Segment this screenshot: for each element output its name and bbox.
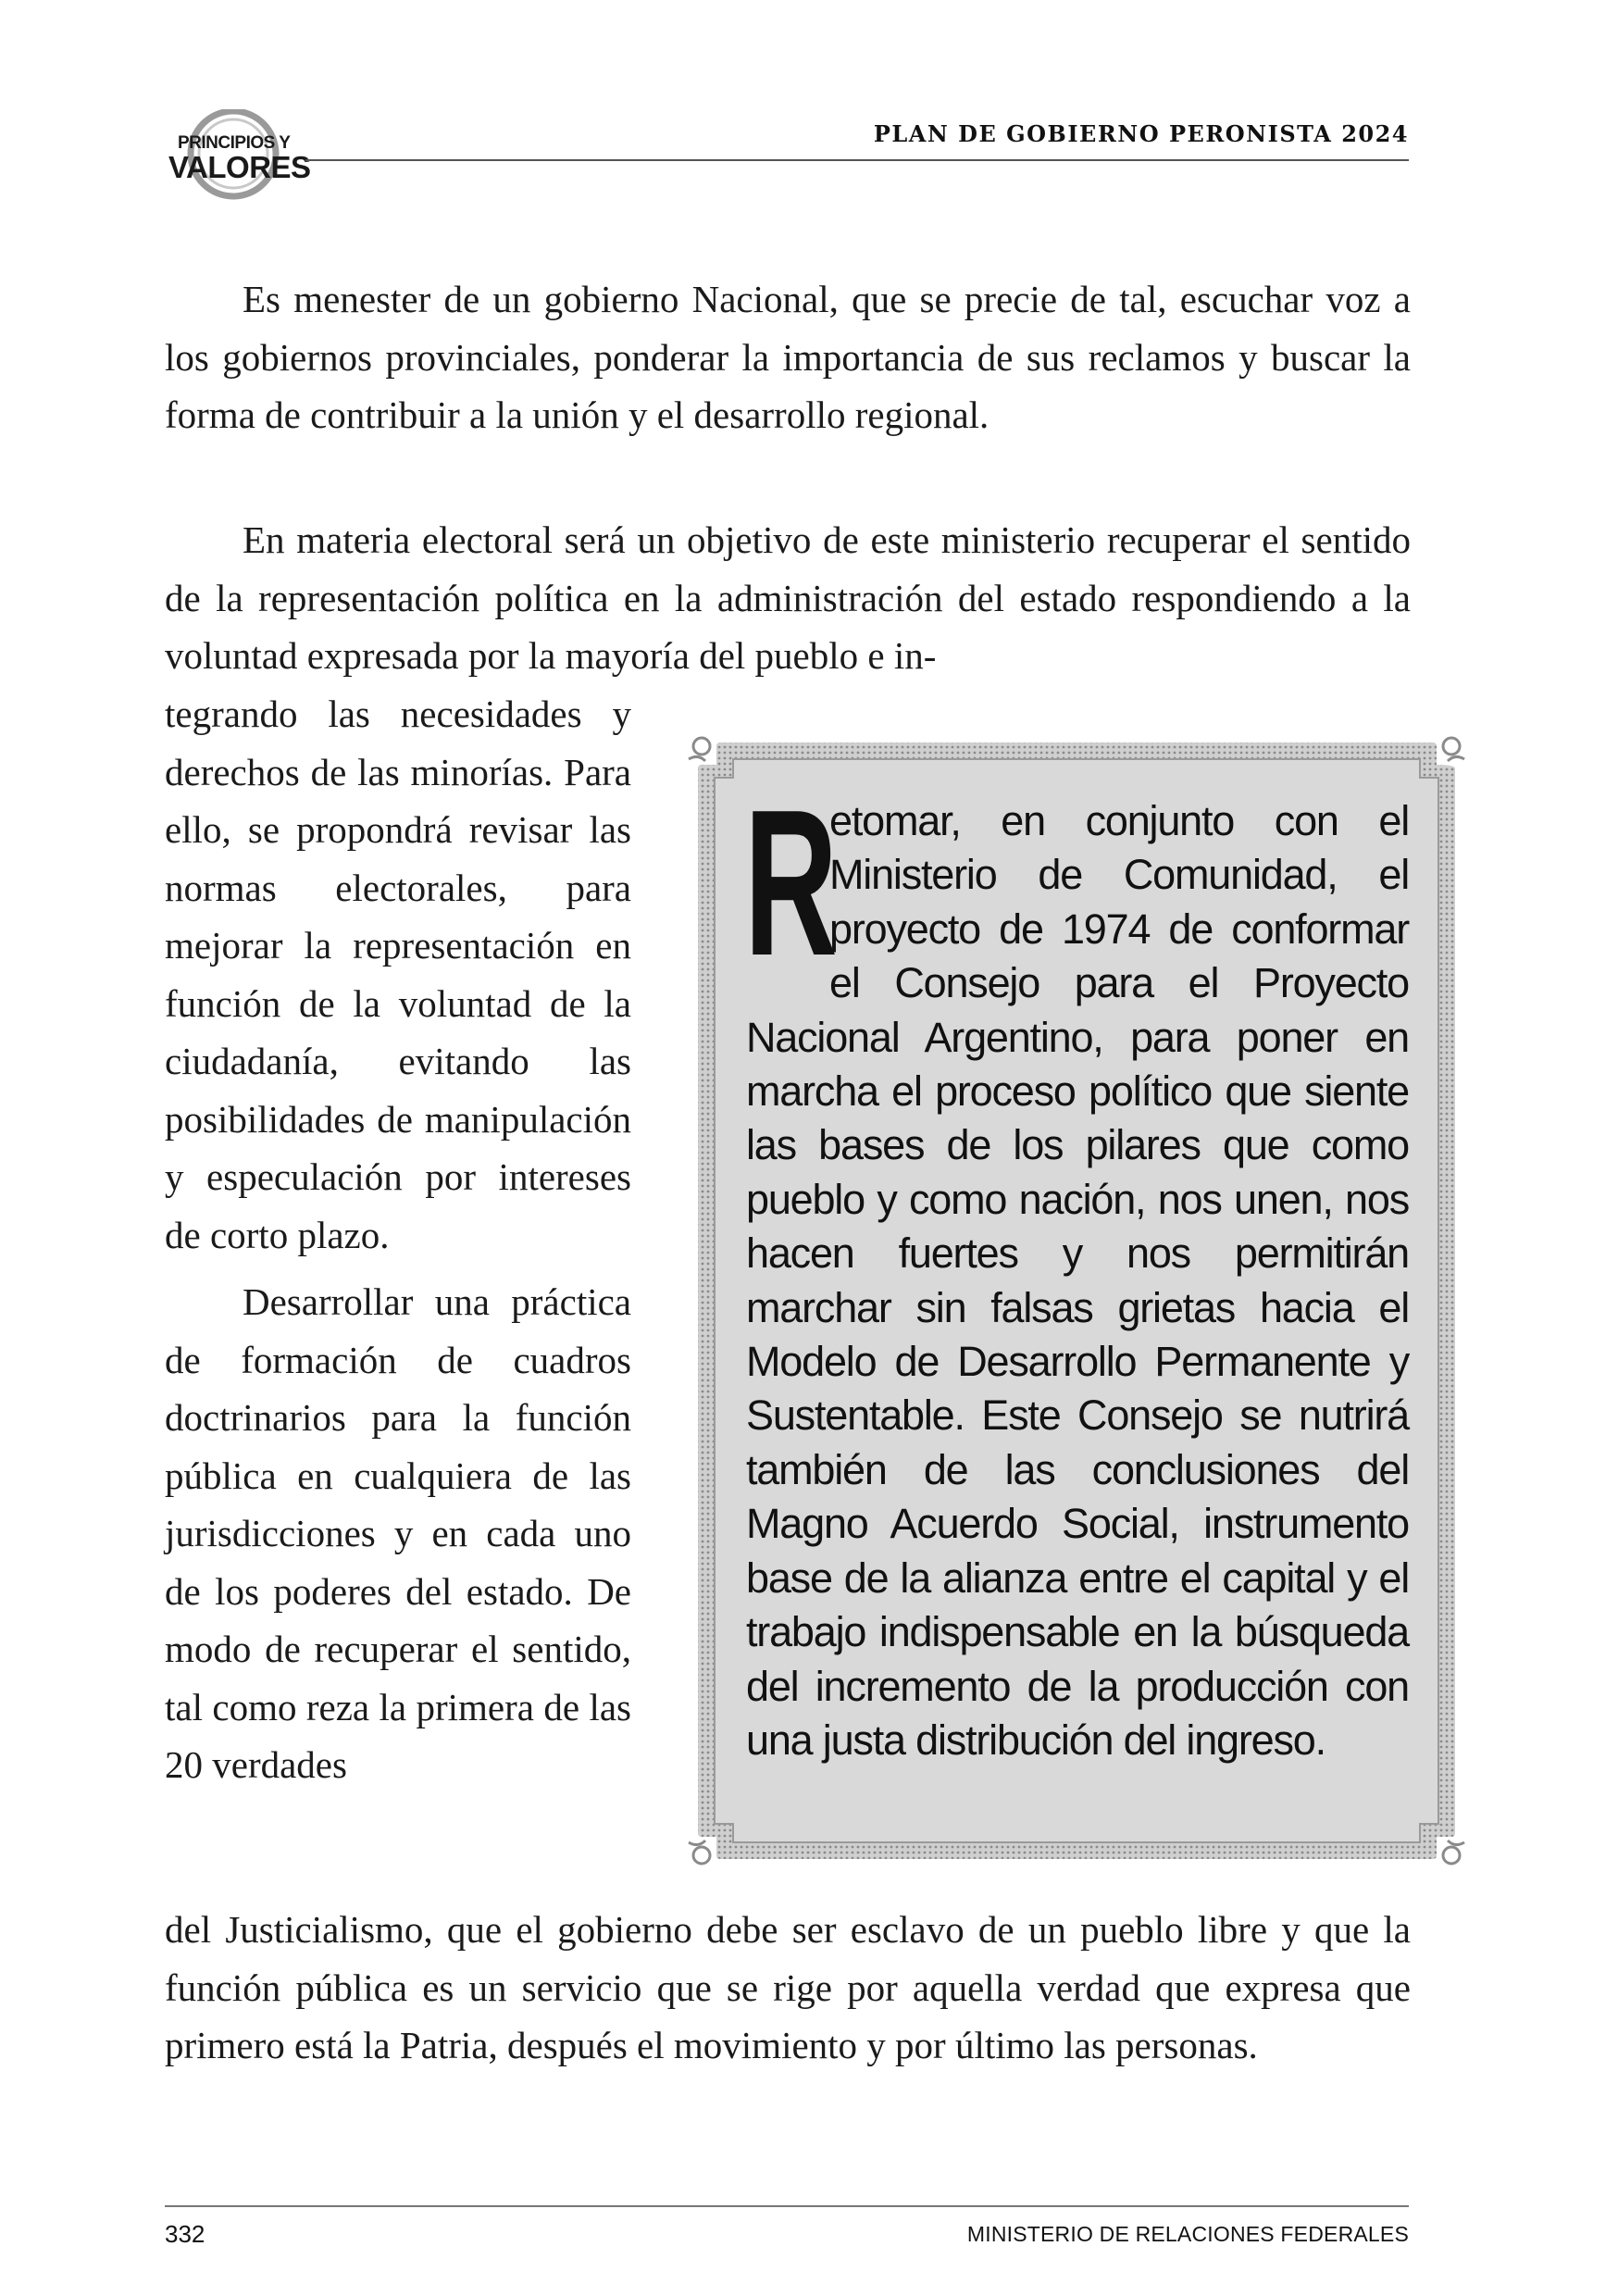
paragraph-2-start: En materia electoral será un objetivo de este ministerio recuperar el sentido de la representación política en la administración del estado respondiendo a la voluntad expresada por la mayoría del pueblo e in- bbox=[165, 518, 1411, 677]
paragraph-3-start: Desarrollar una práctica de formación de cuadros doctrinarios para la función pública en cualquiera de las jurisdicciones y en cada uno de los poderes del estado. De modo de recuperar el sentido, tal como reza la primera de las 20 verdades bbox=[165, 1280, 631, 1786]
principios-valores-logo bbox=[157, 109, 324, 202]
callout-body: etomar, en conjunto con el Ministerio de Comunidad, el proyecto de 1974 de conformar el Consejo para el Proyecto Nacional Argentino, para poner en marcha el proceso político que siente las bases de los pilares que como pueblo y como nación, nos unen, nos hacen fuertes y nos permitirán marchar sin falsas grietas hacia el Modelo de Desarrollo Permanente y Sustentable. Este Consejo se nutrirá también de las conclusiones del Magno Acuerdo Social, instrumento base de la alianza entre el capital y el trabajo indispensable en la búsqueda del incremento de la producción con una justa distribución del ingreso. bbox=[746, 797, 1409, 1764]
logo-line-1: PRINCIPIOS Y bbox=[178, 133, 291, 153]
paragraph-1: Es menester de un gobierno Nacional, que se precie de tal, escuchar voz a los gobiernos provinciales, ponderar la importancia de sus reclamos y buscar la forma de contribuir a la unión y el desarrollo regional. bbox=[165, 278, 1411, 436]
left-text-column bbox=[165, 685, 631, 1794]
highlight-callout-box bbox=[683, 728, 1470, 1874]
logo-line-2: VALORES bbox=[168, 150, 311, 184]
paragraph-2-continued: tegrando las necesidades y derechos de las minorías. Para ello, se propondrá revisar las normas electorales, para mejorar la representación en función de la voluntad de la ciudadanía, evitando las posibilidades de manipulación y especulación por intereses de corto plazo. bbox=[165, 693, 631, 1256]
callout-text bbox=[744, 766, 1409, 1767]
running-footer-title: MINISTERIO DE RELACIONES FEDERALES bbox=[966, 2222, 1409, 2246]
paragraph-3-continued: del Justicialismo, que el gobierno debe ser esclavo de un pueblo libre y que la función pública es un servicio que se rige por aquella verdad que expresa que primero está la Patria, después el movimiento y por último las personas. bbox=[165, 1908, 1411, 2066]
drop-cap: R bbox=[744, 766, 838, 999]
header-divider bbox=[305, 159, 1409, 161]
running-header-title: PLAN DE GOBIERNO PERONISTA 2024 bbox=[873, 120, 1409, 147]
page-number: 332 bbox=[165, 2220, 205, 2248]
footer-divider bbox=[165, 2205, 1409, 2207]
